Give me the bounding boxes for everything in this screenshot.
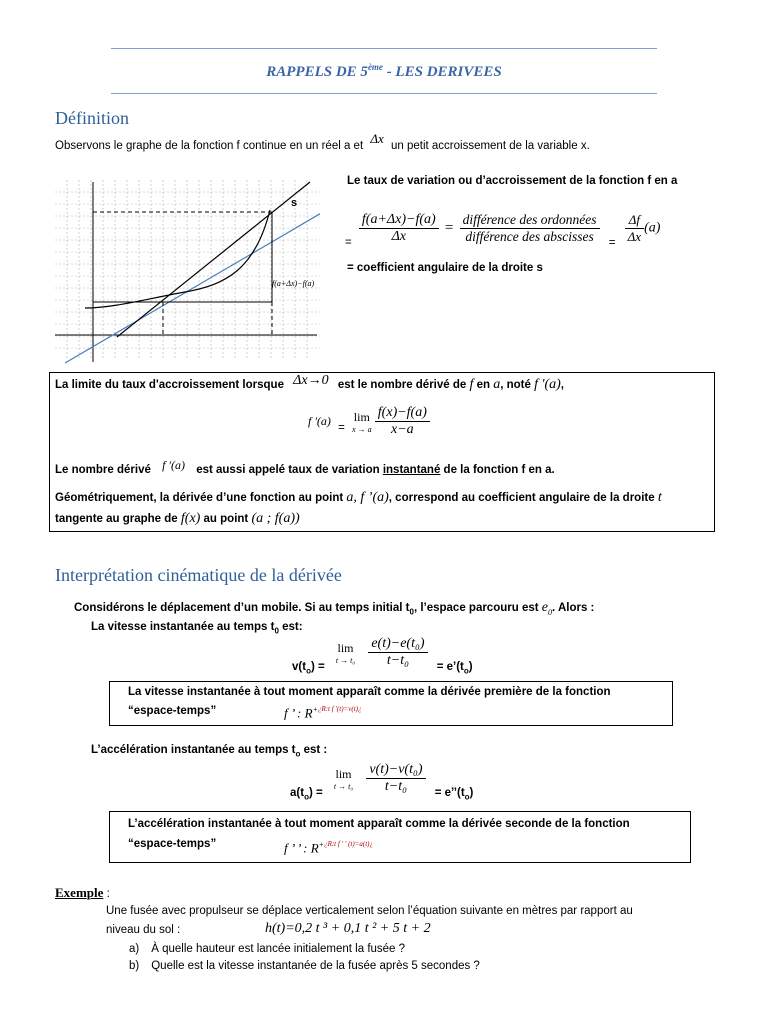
velocity-box-label: “espace-temps”: [128, 705, 217, 717]
limit-line1: La limite du taux d'accroissement lorsque Δx→0 est le nombre dérivé de f en a, noté f '(a),: [55, 373, 564, 392]
question-a: a) À quelle hauteur est lancée initialement la fusée ?: [129, 943, 406, 955]
acceleration-box-label: “espace-temps”: [128, 838, 217, 850]
slope-text: = coefficient angulaire de la droite s: [347, 262, 543, 274]
limit-line5: tangente au graphe de f(x) au point (a ; f(a)): [55, 511, 300, 526]
derivative-graph: [55, 180, 320, 365]
example-text-2: niveau du sol :: [106, 924, 181, 936]
rate-fraction: $\frac{f(a+\Delta x)-f(a)}{\Delta x}$: [359, 212, 439, 245]
delta-label: f(a+Δx)−f(a): [272, 279, 315, 288]
velocity-formula: $v(t_o) = \lim$ t → t₀ $\frac{\text{e(t)−e(t₀)}}{\text{t−t₀}}$ = $e’(t_o)$: [292, 636, 473, 675]
acceleration-box-text: L’accélération instantanée à tout moment apparaît comme la dérivée seconde de la fonction: [128, 818, 630, 830]
limit-line4: Géométriquement, la dérivée d’une fonction au point a, f ’(a), correspond au coefficient angulaire de la droite t: [55, 490, 662, 505]
velocity-box-text: La vitesse instantanée à tout moment apparaît comme la dérivée première de la fonction: [128, 686, 611, 698]
question-b: b) Quelle est la vitesse instantanée de la fusée après 5 secondes ?: [129, 960, 480, 972]
secant-label: s: [291, 197, 298, 209]
header-rule-top: [111, 48, 657, 49]
velocity-box-math: f ’ : $R^{+¿R:t f '(t)=v(t)¿}$: [284, 705, 362, 721]
example-label: Exemple :: [55, 885, 110, 900]
definition-heading: Définition: [55, 108, 129, 128]
kinematics-heading: Interprétation cinématique de la dérivée: [55, 565, 342, 585]
limit-operator: lim x → a: [352, 409, 372, 434]
page-title: RAPPELS DE 5ème - LES DERIVEES: [266, 62, 502, 80]
rate-words-fraction: $\frac{\text{différence des ordonnées}}{\text{différence des abscisses}}$: [460, 212, 600, 245]
velocity-fraction: $\frac{\text{e(t)−e(t₀)}}{\text{t−t₀}}$: [368, 636, 427, 669]
acceleration-formula: $a(t_o) = \lim$ t → t₀ $\frac{\text{v(t)−v(t₀)}}{\text{t−t₀}}$ = $e’’(t_o)$: [290, 762, 474, 801]
velocity-title: La vitesse instantanée au temps $t_0$ est:: [91, 621, 303, 636]
acceleration-title: L’accélération instantanée au temps $t_o$ est :: [91, 744, 328, 759]
definition-intro: Observons le graphe de la fonction f continue en un réel a et Δx un petit accroissement de la variable x.: [55, 131, 590, 152]
rate-title: Le taux de variation ou d’accroissement de la fonction f en a: [347, 175, 678, 187]
acceleration-fraction: $\frac{\text{v(t)−v(t₀)}}{\text{t−t₀}}$: [366, 762, 425, 795]
limit-line3: Le nombre dérivé f '(a) est aussi appelé taux de variation instantané de la fonction f en a.: [55, 458, 555, 476]
example-equation: h(t)=0,2 t ³ + 0,1 t ² + 5 t + 2: [265, 921, 431, 936]
delta-fraction: $\frac{\Delta f}{\Delta x}$: [625, 212, 644, 245]
header-rule-bottom: [111, 93, 657, 94]
kinematics-intro: Considérons le déplacement d’un mobile. Si au temps initial $t_0$, l’espace parcouru est $e_0$. Alors :: [74, 600, 595, 617]
derivative-formula: f '(a) = lim x → a $\frac{f(x)-f(a)}{x-a}$: [308, 405, 430, 438]
rate-formula: = $\frac{f(a+\Delta x)-f(a)}{\Delta x}$ = $\frac{\text{différence des ordonnées}}{\text{différence des abscisses}}$ = $\frac{\Delta f}{\Delta x}$ (a): [345, 212, 661, 249]
acceleration-box-math: f ’ ’ : $R^{+¿R:t f ' ' (t)=a(t)¿}$: [284, 840, 374, 856]
derivative-definition-box: [49, 372, 715, 532]
example-text-1: Une fusée avec propulseur se déplace verticalement selon l’équation suivante en mètres par rapport au: [106, 905, 633, 917]
limit-fraction: $\frac{f(x)-f(a)}{x-a}$: [375, 405, 430, 438]
